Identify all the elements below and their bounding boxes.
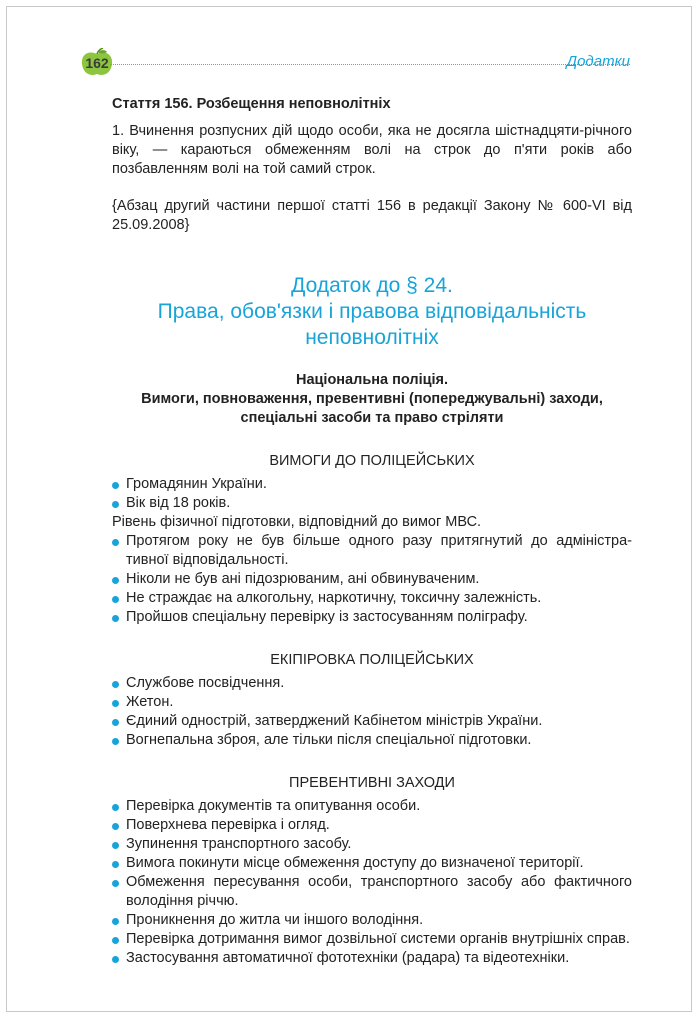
appendix-line: Права, обов'язки і правова відповідальність (157, 300, 587, 323)
list-item: Єдиний однострій, затверджений Кабінетом міністрів України. (112, 712, 632, 731)
list-item: Не страждає на алкогольну, наркотичну, токсичну залежність. (112, 589, 632, 608)
article-title: Стаття 156. Розбещення неповнолітніх (112, 96, 391, 112)
list-item: Зупинення транспортного засобу. (112, 835, 632, 854)
header-divider (110, 64, 630, 65)
article-paragraph: 1. Вчинення розпусних дій щодо особи, яка не досягла шістнадцяти-річного віку, — караються обмеженням волі на строк до п'яти років або позбавленням волі на той самий строк. (112, 123, 632, 177)
list-item: Пройшов спеціальну перевірку із застосуванням поліграфу. (112, 608, 632, 627)
requirements-list (112, 475, 632, 513)
bullet-icon (112, 681, 119, 688)
requirements-title: ВИМОГИ ДО ПОЛІЦЕЙСЬКИХ (269, 453, 475, 469)
subheading (112, 371, 632, 428)
bullet-icon (112, 956, 119, 963)
section-title: Додатки (566, 53, 630, 70)
list-item: Вимога покинути місце обмеження доступу до визначеної території. (112, 854, 632, 873)
bullet-icon (112, 880, 119, 887)
bullet-icon (112, 918, 119, 925)
requirements-list-2 (112, 532, 632, 627)
preventive-list (112, 797, 632, 968)
subheading-line: Національна поліція. (295, 372, 449, 388)
bullet-icon (112, 719, 119, 726)
subheading-line: Вимоги, повноваження, превентивні (попереджувальні) заходи, (141, 391, 603, 407)
bullet-icon (112, 596, 119, 603)
list-item: Службове посвідчення. (112, 674, 632, 693)
list-item: Перевірка документів та опитування особи. (112, 797, 632, 816)
list-item: Громадянин України. (112, 475, 632, 494)
bullet-icon (112, 539, 119, 546)
bullet-icon (112, 823, 119, 830)
list-item: Ніколи не був ані підозрюваним, ані обвинуваченим. (112, 570, 632, 589)
preventive-title: ПРЕВЕНТИВНІ ЗАХОДИ (289, 775, 455, 791)
list-item: Жетон. (112, 693, 632, 712)
bullet-icon (112, 482, 119, 489)
list-item: Вогнепальна зброя, але тільки після спеціальної підготовки. (112, 731, 632, 750)
equipment-list (112, 674, 632, 750)
page-number: 162 (85, 55, 109, 71)
list-item: Перевірка дотримання вимог дозвільної системи органів внутрішніх справ. (112, 930, 632, 949)
list-item: Обмеження пересування особи, транспортного засобу або фактичного володіння річчю. (112, 873, 632, 911)
bullet-icon (112, 804, 119, 811)
list-item: Вік від 18 років. (112, 494, 632, 513)
appendix-line: Додаток до § 24. (291, 274, 453, 297)
bullet-icon (112, 937, 119, 944)
bullet-icon (112, 861, 119, 868)
list-item: Застосування автоматичної фототехніки (радара) та відеотехніки. (112, 949, 632, 968)
equipment-title: ЕКІПІРОВКА ПОЛІЦЕЙСЬКИХ (270, 652, 474, 668)
bullet-icon (112, 700, 119, 707)
list-item: Проникнення до житла чи іншого володіння. (112, 911, 632, 930)
appendix-line: неповнолітніх (305, 326, 439, 349)
page-number-badge (79, 48, 115, 78)
list-item: Поверхнева перевірка і огляд. (112, 816, 632, 835)
bullet-icon (112, 501, 119, 508)
bullet-icon (112, 615, 119, 622)
bullet-icon (112, 577, 119, 584)
appendix-heading (112, 273, 632, 351)
subheading-line: спеціальні засоби та право стріляти (240, 410, 504, 426)
list-item: Протягом року не був більше одного разу притягнутий до адміністра-тивної відповідальності. (112, 532, 632, 570)
plain-requirement: Рівень фізичної підготовки, відповідний до вимог МВС. (112, 514, 482, 530)
article-note: {Абзац другий частини першої статті 156 в редакції Закону № 600-VI від 25.09.2008} (112, 198, 632, 233)
bullet-icon (112, 738, 119, 745)
page-content (112, 95, 632, 968)
bullet-icon (112, 842, 119, 849)
